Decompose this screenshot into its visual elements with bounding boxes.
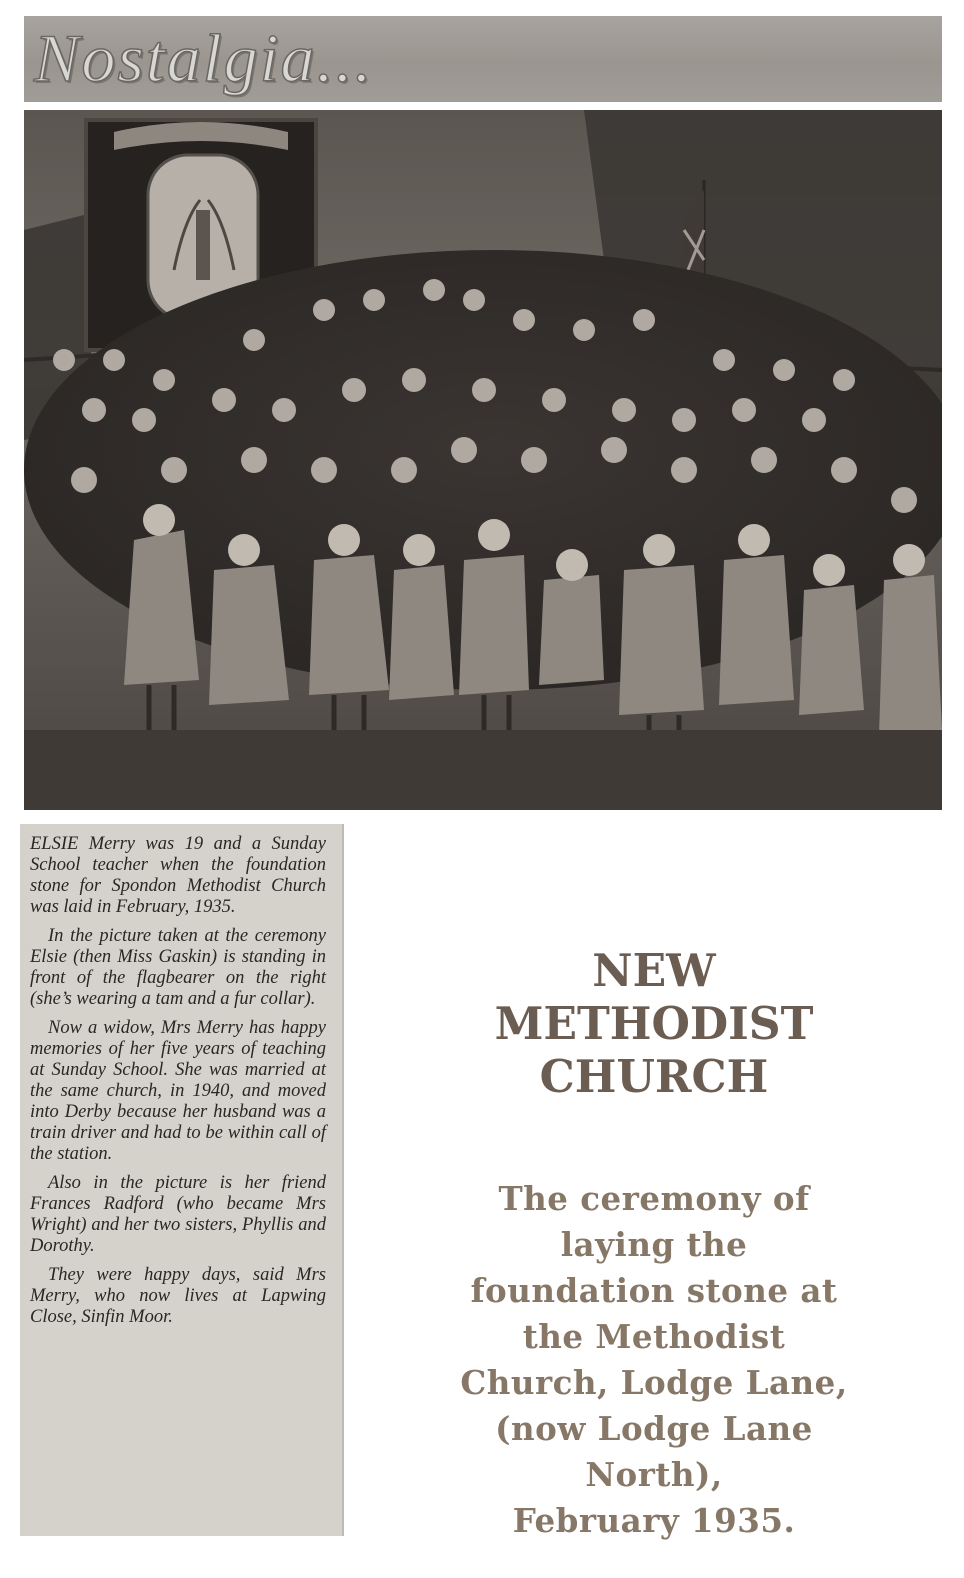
story-paragraph: Now a widow, Mrs Merry has happy memories of her five years of teaching at Sunday School. She was married at the same church, in 1940, and moved into Derby because her husband was a train driver and had to be within call of the station. <box>30 1018 326 1164</box>
headline <box>399 944 909 1103</box>
headline-line: CHURCH <box>539 1050 769 1103</box>
story-paragraph: ELSIE Merry was 19 and a Sunday School teacher when the foundation stone for Spondon Methodist Church was laid in February, 1935. <box>30 834 326 917</box>
story-paragraph: They were happy days, said Mrs Merry, who now lives at Lapwing Close, Sinfin Moor. <box>30 1265 326 1327</box>
column-divider <box>342 824 344 1536</box>
caption-line: Church, Lodge Lane, <box>460 1363 848 1402</box>
photo-caption <box>384 1176 924 1544</box>
masthead-banner <box>24 16 942 102</box>
caption-line: February 1935. <box>512 1501 796 1540</box>
ground <box>24 730 942 810</box>
story-column <box>20 824 342 1536</box>
caption-line: (now Lodge Lane <box>495 1409 813 1448</box>
headline-line: METHODIST <box>494 997 814 1050</box>
headline-line: NEW <box>592 944 716 997</box>
newspaper-clipping <box>24 16 942 1546</box>
group-photograph <box>24 110 942 810</box>
story-paragraph: In the picture taken at the ceremony Elsie (then Miss Gaskin) is standing in front of the flagbearer on the right (she’s wearing a tam and a fur collar). <box>30 926 326 1009</box>
story-paragraph: Also in the picture is her friend Frances Radford (who became Mrs Wright) and her two sisters, Phyllis and Dorothy. <box>30 1173 326 1256</box>
caption-line: the Methodist <box>522 1317 786 1356</box>
caption-line: North), <box>585 1455 723 1494</box>
caption-line: The ceremony of <box>498 1179 810 1218</box>
photograph-illustration <box>24 110 942 810</box>
caption-line: laying the <box>560 1225 748 1264</box>
masthead-title: Nostalgia... <box>34 20 374 96</box>
caption-line: foundation stone at <box>470 1271 838 1310</box>
story-body <box>30 834 326 1336</box>
